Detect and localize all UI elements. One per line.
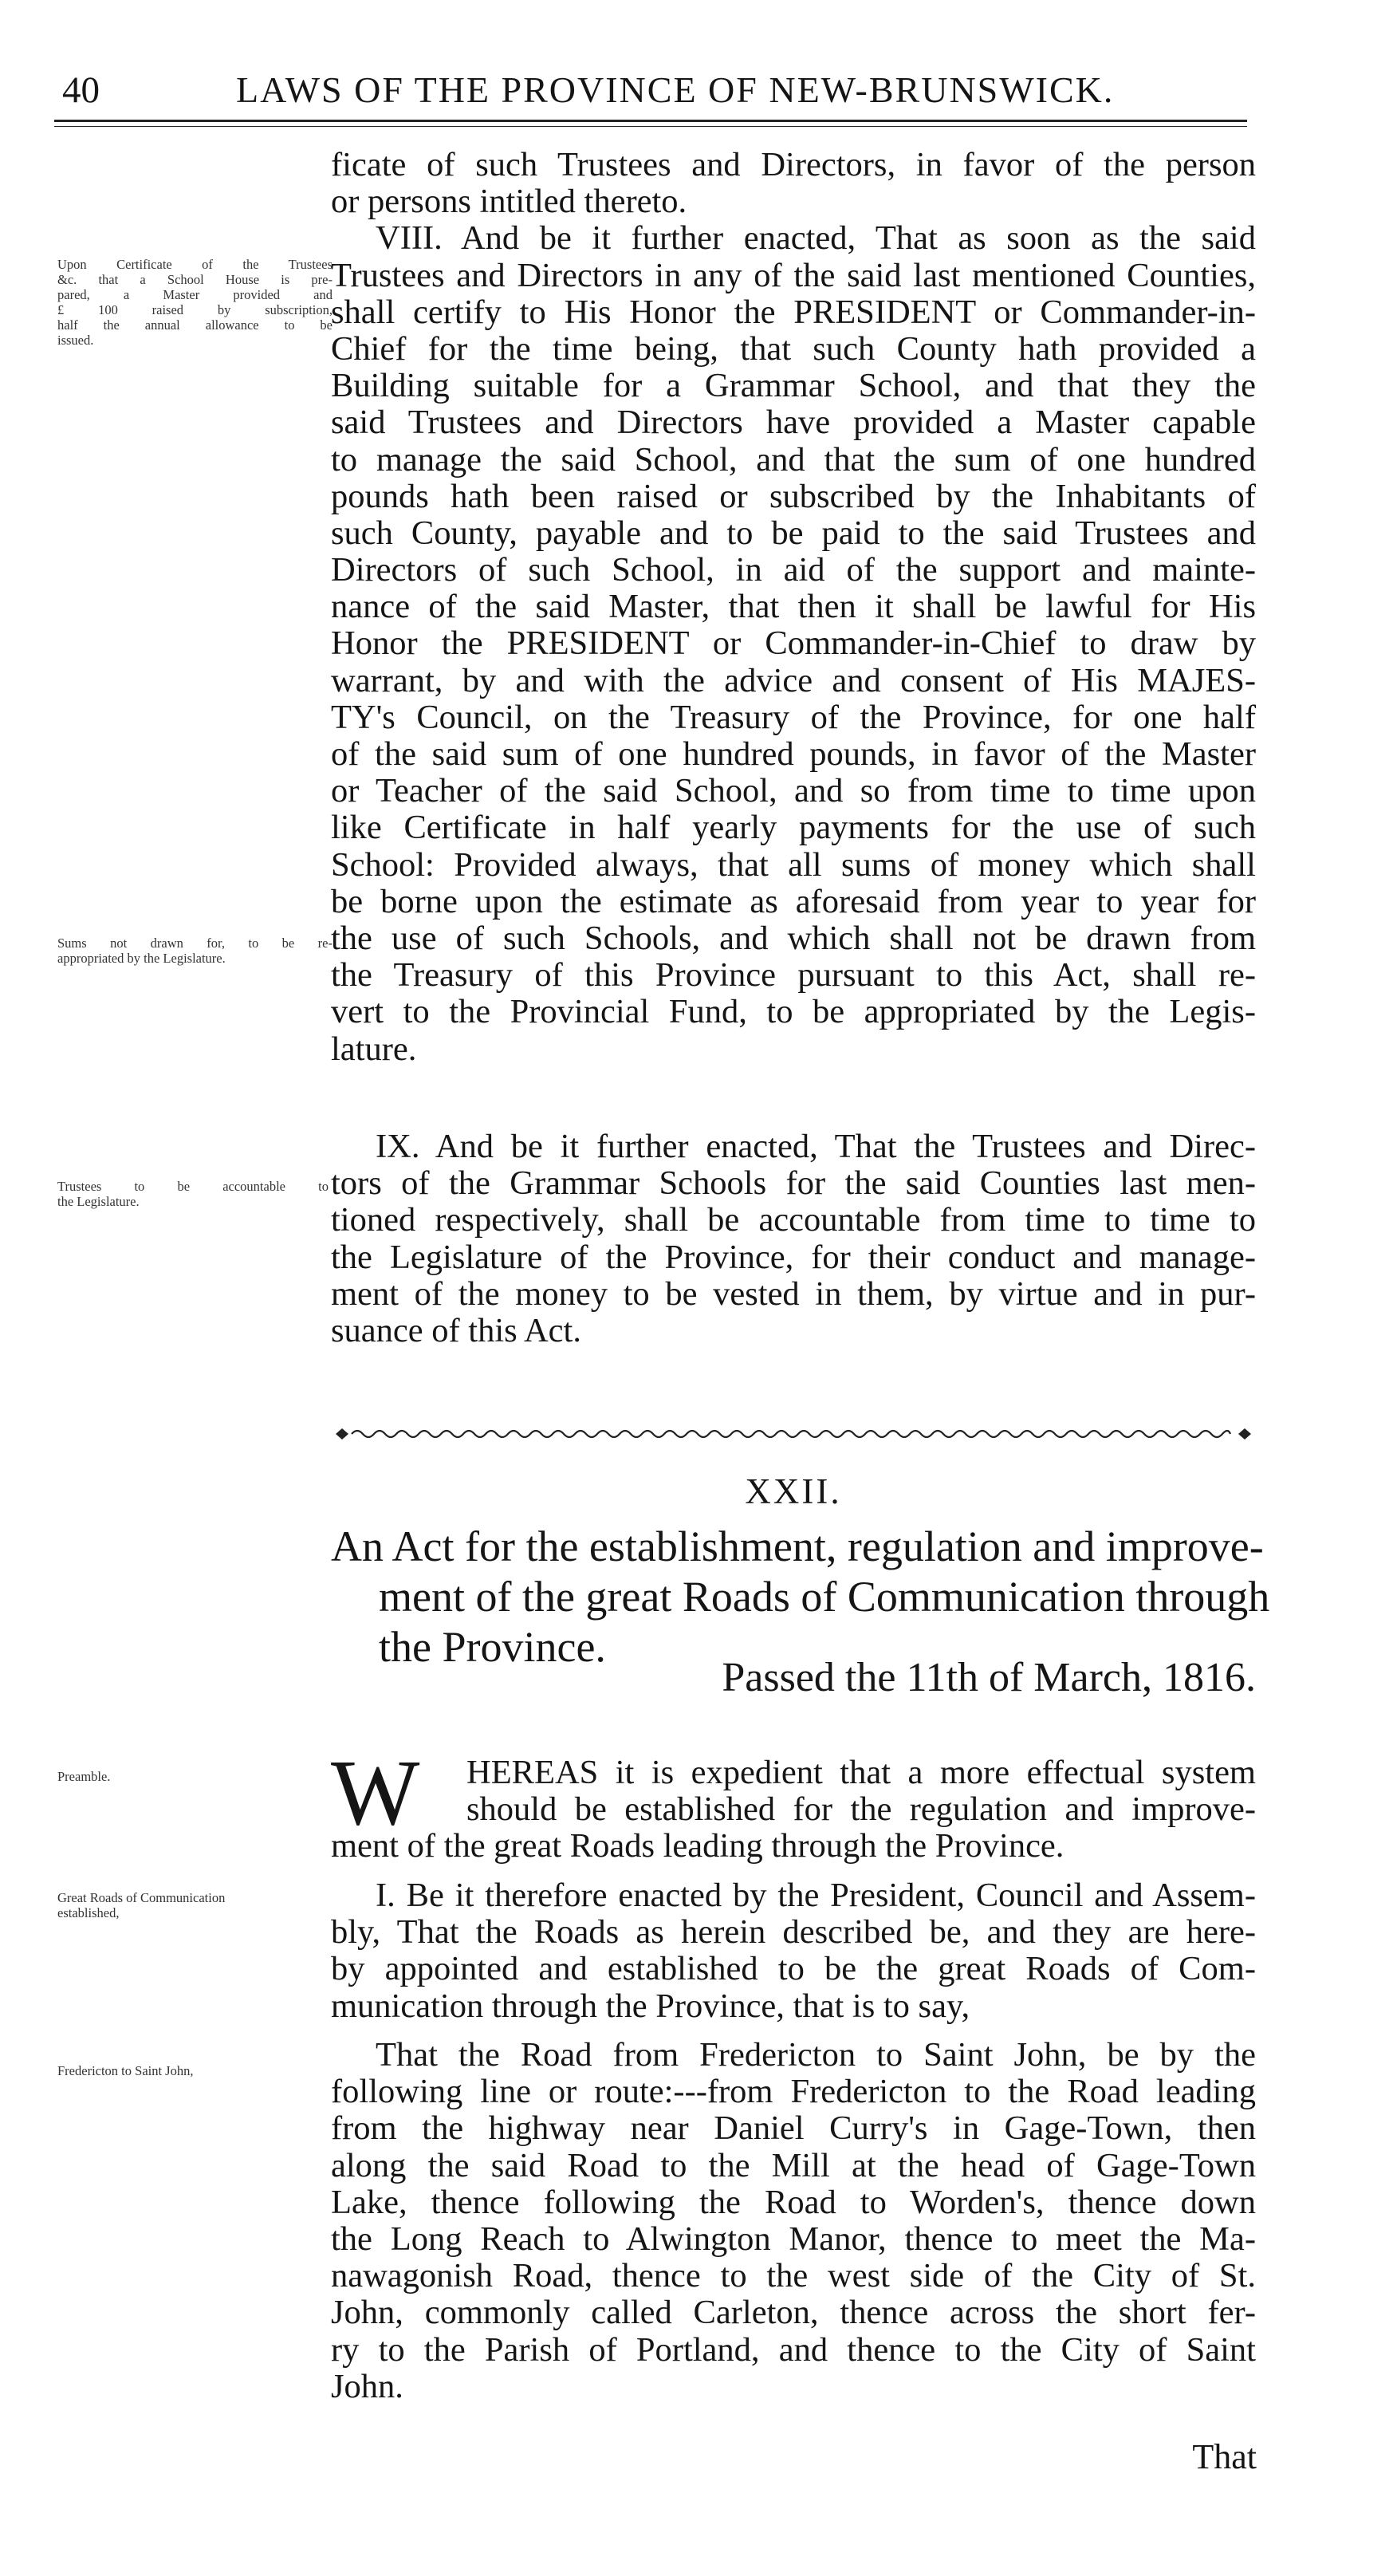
text-line: Honor the PRESIDENT or Commander-in-Chief to draw by [331,624,1256,663]
margin-note-line: the Legislature. [57,1194,140,1209]
margin-note-line: half the annual allowance to be [57,317,333,333]
text-line: bly, That the Roads as herein described be, and they are here- [331,1913,1256,1952]
text-line: pounds hath been raised or subscribed by the Inhabitants of [331,477,1256,515]
margin-note-line: appropriated by the Legislature. [57,951,226,966]
margin-note-line: Great Roads of Communication [57,1890,226,1905]
margin-note-line: Trustees to be accountable to [57,1179,329,1194]
text-line: to manage the said School, and that the sum of one hundred [331,440,1256,479]
text-line: munication through the Province, that is to say, [331,1987,970,2025]
section-8-text [331,147,1256,1068]
text-line: nance of the said Master, that then it shall be lawful for His [331,588,1256,626]
act-title-line: An Act for the establishment, regulation and improve- [331,1522,1264,1570]
margin-note-trustees-accountable [57,1179,329,1209]
text-line: warrant, by and with the advice and consent of His MAJES- [331,661,1256,699]
text-line: along the said Road to the Mill at the head of Gage-Town [331,2146,1256,2184]
text-line: by appointed and established to be the great Roads of Com- [331,1950,1256,1988]
margin-note-line: Fredericton to Saint John, [57,2063,194,2078]
ornamental-rule [331,1422,1256,1446]
text-line: Directors of such School, in aid of the support and mainte- [331,551,1256,589]
preamble-text [331,1740,1256,1865]
header-rule-thin [54,126,1247,127]
text-line: Building suitable for a Grammar School, and that they the [331,367,1256,405]
margin-note-line: pared, a Master provided and [57,287,333,302]
road-description [331,2037,1256,2405]
text-line: like Certificate in half yearly payments for the use of such [331,809,1256,847]
ornament-left [336,1428,348,1440]
margin-note-line: established, [57,1905,120,1920]
margin-note-line: &c. that a School House is pre- [57,272,333,287]
margin-note-sums-not-drawn [57,935,333,966]
text-line: Trustees and Directors in any of the said last mentioned Counties, [331,256,1256,294]
text-line: nawagonish Road, thence to the west side of the City of St. [331,2257,1256,2295]
margin-note-certificate [57,257,333,348]
page-number: 40 [62,69,100,111]
drop-cap: W [331,1740,420,1845]
text-line: IX. And be it further enacted, That the Trustees and Direc- [376,1128,1256,1165]
text-line: tioned respectively, shall be accountable from time to time to [331,1201,1256,1239]
text-line: I. Be it therefore enacted by the President, Council and Assem- [376,1877,1256,1914]
text-line: vert to the Provincial Fund, to be appropriated by the Legis- [331,993,1256,1031]
text-line: lature. [331,1030,417,1068]
text-line: ficate of such Trustees and Directors, in favor of the person [331,146,1256,183]
margin-note-great-roads [57,1890,333,1920]
margin-note-preamble [57,1769,333,1784]
text-line: or persons intitled thereto. [331,183,687,221]
text-line: the Long Reach to Alwington Manor, thence to meet the Ma- [331,2220,1256,2258]
text-line: or Teacher of the said School, and so from time to time upon [331,772,1256,810]
text-line: said Trustees and Directors have provided a Master capable [331,404,1256,442]
act-title-line: ment of the great Roads of Communication through [379,1573,1270,1621]
act-title [331,1522,1270,1672]
margin-note-line: £ 100 raised by subscription, [57,302,333,317]
text-line: the Legislature of the Province, for their conduct and manage- [331,1238,1256,1276]
text-line: School: Provided always, that all sums of money which shall [331,845,1256,884]
header-rule-thick [54,120,1247,122]
text-line: the Treasury of this Province pursuant to this Act, shall re- [331,956,1256,995]
margin-note-line: Sums not drawn for, to be re- [57,935,333,951]
text-line: should be established for the regulation and improve- [466,1790,1256,1829]
text-line: That the Road from Fredericton to Saint John, be by the [376,2036,1256,2074]
text-line: shall certify to His Honor the PRESIDENT or Commander-in- [331,293,1256,331]
margin-note-line: issued. [57,333,94,348]
text-line: suance of this Act. [331,1311,581,1349]
text-line: Lake, thence following the Road to Worden's, thence down [331,2183,1256,2221]
passed-date: Passed the 11th of March, 1816. [722,1655,1256,1700]
text-line: ment of the great Roads leading through the Province. [331,1827,1064,1865]
margin-note-line: Preamble. [57,1769,111,1784]
text-line: tors of the Grammar Schools for the said Counties last men- [331,1164,1256,1203]
text-line: VIII. And be it further enacted, That as soon as the said [376,219,1256,258]
catchword: That [1192,2437,1257,2476]
text-line: ry to the Parish of Portland, and thence to the City of Saint [331,2330,1256,2369]
running-head [54,57,1250,121]
text-line: John. [331,2367,403,2405]
text-line: TY's Council, on the Treasury of the Province, for one half [331,698,1256,736]
section-9-text [331,1128,1256,1349]
text-line: ment of the money to be vested in them, by virtue and in pur- [331,1274,1256,1313]
text-line: such County, payable and to be paid to the said Trustees and [331,514,1256,552]
margin-note-line: Upon Certificate of the Trustees [57,257,333,272]
text-line: from the highway near Daniel Curry's in Gage-Town, then [331,2109,1256,2148]
text-line: HEREAS it is expedient that a more effectual system [466,1754,1256,1791]
text-line: the use of such Schools, and which shall not be drawn from [331,919,1256,957]
text-line: of the said sum of one hundred pounds, in favor of the Master [331,735,1256,773]
margin-note-fredericton [57,2063,333,2078]
ornament-right [1238,1428,1251,1440]
wave-line [352,1431,1230,1437]
chapter-number: XXII. [745,1471,842,1511]
text-line: Chief for the time being, that such County hath provided a [331,329,1256,368]
text-line: John, commonly called Carleton, thence across the short fer- [331,2294,1256,2332]
section-1-text [331,1877,1256,2025]
text-line: be borne upon the estimate as aforesaid from year to year for [331,882,1256,920]
text-line: following line or route:---from Fredericton to the Road leading [331,2073,1256,2111]
act-title-line: the Province. [379,1623,606,1671]
running-title: LAWS OF THE PROVINCE OF NEW-BRUNSWICK. [236,69,1115,110]
